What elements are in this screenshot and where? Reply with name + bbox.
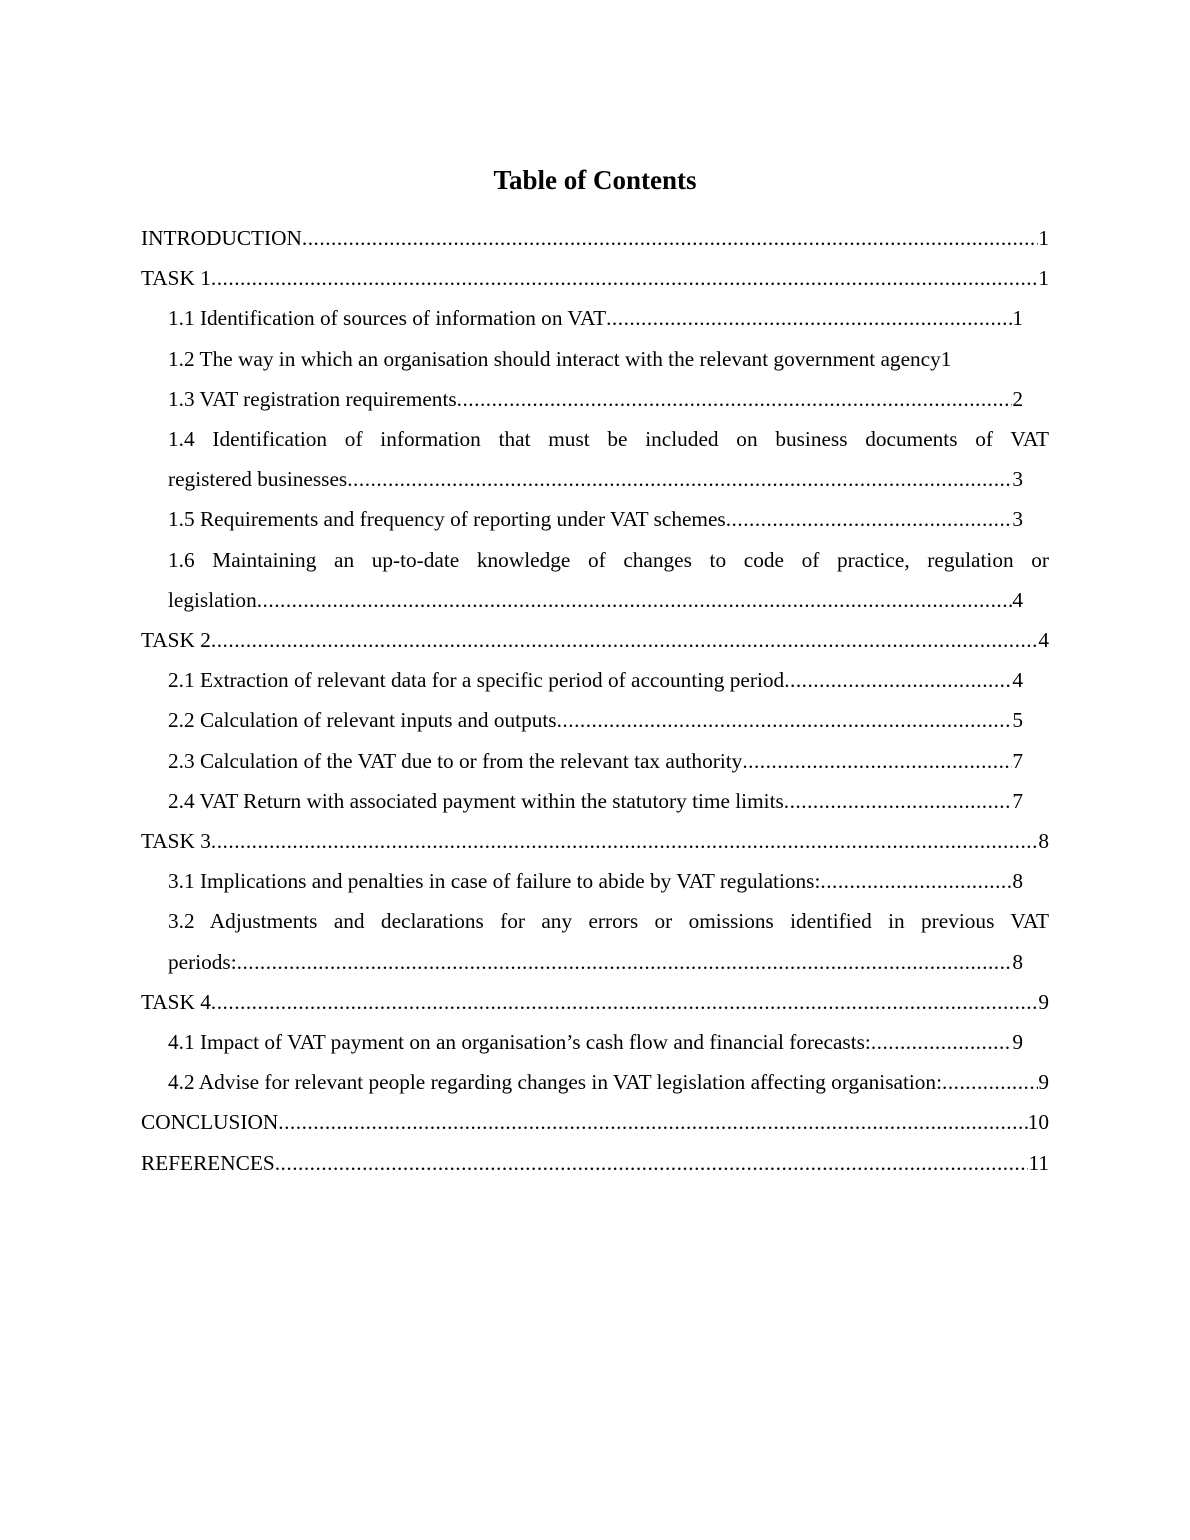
toc-page-number: 1	[1038, 266, 1049, 291]
toc-entry-text: 3.1 Implications and penalties in case of failure to abide by VAT regulations:	[168, 869, 821, 894]
toc-page-number: 3	[1012, 467, 1023, 492]
toc-entry-references[interactable]	[141, 1143, 1049, 1183]
toc-page-number: 1	[940, 346, 952, 371]
toc-entry-4-1[interactable]	[141, 1022, 1049, 1062]
toc-page-number: 2	[1012, 386, 1023, 411]
toc-entry-1-1[interactable]	[141, 298, 1049, 338]
toc-leader	[557, 700, 1013, 740]
toc-leader	[942, 1062, 1038, 1102]
toc-entry-text-line2: registered businesses	[168, 467, 348, 492]
toc-entry-conclusion[interactable]	[141, 1102, 1049, 1142]
toc-page-number: 8	[1038, 829, 1049, 854]
toc-page-number: 8	[1012, 949, 1023, 974]
toc-page-number: 11	[1028, 1150, 1049, 1175]
toc-title: Table of Contents	[493, 165, 697, 195]
toc-entry-1-5[interactable]	[141, 499, 1049, 539]
toc-page-number: 10	[1027, 1110, 1049, 1135]
toc-list	[141, 218, 1049, 1183]
toc-entry-text: TASK 1	[141, 266, 211, 291]
toc-page-number: 5	[1012, 708, 1023, 733]
toc-entry-task-2[interactable]	[141, 620, 1049, 660]
toc-entry-text-line1: 1.6 Maintaining an up-to-date knowledge of changes to code of practice, regulation or	[168, 547, 1049, 572]
toc-page-number: 8	[1012, 869, 1023, 894]
toc-entry-text: 2.3 Calculation of the VAT due to or from the relevant tax authority	[168, 748, 743, 773]
toc-entry-2-2[interactable]	[141, 700, 1049, 740]
toc-entry-text: 4.2 Advise for relevant people regarding changes in VAT legislation affecting organisation:	[168, 1070, 942, 1095]
toc-entry-2-1[interactable]	[141, 660, 1049, 700]
toc-entry-text: TASK 3	[141, 829, 211, 854]
toc-leader	[457, 379, 1013, 419]
toc-entry-task-4[interactable]	[141, 982, 1049, 1022]
toc-leader	[275, 1143, 1029, 1183]
toc-entry-text-line1: 3.2 Adjustments and declarations for any errors or omissions identified in previous VAT	[168, 909, 1049, 934]
toc-entry-2-4[interactable]	[141, 781, 1049, 821]
toc-leader	[257, 580, 1013, 620]
toc-leader	[742, 741, 1012, 781]
toc-page-number: 7	[1012, 788, 1023, 813]
toc-entry-task-1[interactable]	[141, 258, 1049, 298]
toc-page-number: 9	[1038, 1070, 1049, 1095]
toc-page-number: 3	[1012, 507, 1023, 532]
toc-entry-text: 1.5 Requirements and frequency of reporting under VAT schemes	[168, 507, 726, 532]
toc-leader	[347, 459, 1012, 499]
toc-entry-3-1[interactable]	[141, 861, 1049, 901]
toc-entry-1-6[interactable]	[141, 540, 1049, 620]
toc-leader	[784, 660, 1012, 700]
toc-leader	[237, 942, 1013, 982]
toc-entry-text: 2.1 Extraction of relevant data for a specific period of accounting period	[168, 668, 785, 693]
toc-page-number: 4	[1012, 668, 1023, 693]
toc-entry-text: 4.1 Impact of VAT payment on an organisation’s cash flow and financial forecasts:	[168, 1030, 871, 1055]
toc-entry-text: REFERENCES	[141, 1150, 275, 1175]
toc-leader	[211, 821, 1038, 861]
toc-entry-1-3[interactable]	[141, 379, 1049, 419]
toc-entry-text: TASK 2	[141, 628, 211, 653]
toc-entry-3-2[interactable]	[141, 901, 1049, 981]
toc-leader	[211, 620, 1038, 660]
toc-entry-text: 1.2 The way in which an organisation should interact with the relevant government agency	[168, 346, 941, 371]
toc-leader	[302, 218, 1038, 258]
toc-entry-text: 2.2 Calculation of relevant inputs and outputs	[168, 708, 557, 733]
toc-entry-text: CONCLUSION	[141, 1110, 279, 1135]
toc-entry-text: TASK 4	[141, 989, 211, 1014]
toc-entry-1-4[interactable]	[141, 419, 1049, 499]
toc-entry-introduction[interactable]	[141, 218, 1049, 258]
toc-entry-text: 1.1 Identification of sources of information on VAT	[168, 306, 607, 331]
toc-leader	[784, 781, 1013, 821]
toc-entry-text-line1: 1.4 Identification of information that must be included on business documents of VAT	[168, 427, 1049, 452]
toc-leader	[278, 1102, 1027, 1142]
toc-entry-text-line2: legislation	[168, 587, 257, 612]
toc-page-number: 9	[1012, 1030, 1023, 1055]
toc-page-number: 1	[1012, 306, 1023, 331]
toc-leader	[726, 499, 1013, 539]
toc-page-number: 4	[1038, 628, 1049, 653]
toc-entry-2-3[interactable]	[141, 741, 1049, 781]
toc-leader	[820, 861, 1012, 901]
toc-entry-text-line2: periods:	[168, 949, 237, 974]
toc-entry-1-2[interactable]	[141, 339, 1049, 379]
toc-page-number: 9	[1038, 989, 1049, 1014]
toc-page-number: 7	[1012, 748, 1023, 773]
toc-leader	[871, 1022, 1013, 1062]
toc-entry-task-3[interactable]	[141, 821, 1049, 861]
toc-leader	[606, 298, 1012, 338]
toc-page-number: 4	[1012, 587, 1023, 612]
toc-entry-4-2[interactable]	[141, 1062, 1049, 1102]
toc-page-number: 1	[1038, 226, 1049, 250]
toc-entry-text: INTRODUCTION	[141, 226, 302, 250]
toc-entry-text: 1.3 VAT registration requirements	[168, 386, 457, 411]
toc-leader	[211, 258, 1038, 298]
toc-entry-text: 2.4 VAT Return with associated payment within the statutory time limits	[168, 788, 784, 813]
toc-leader	[211, 982, 1038, 1022]
